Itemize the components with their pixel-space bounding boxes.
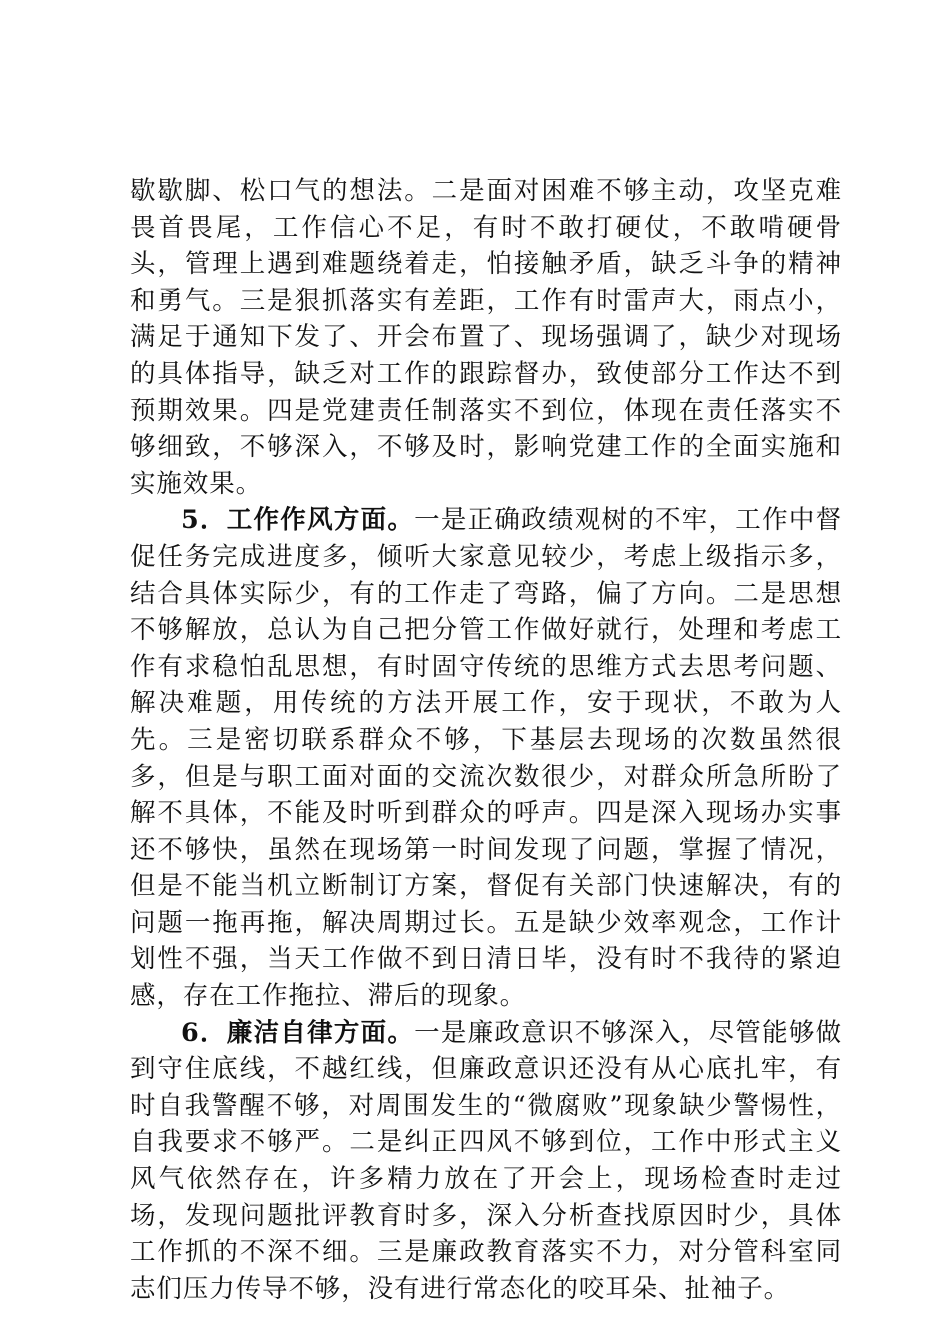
paragraph-text: 一是正确政绩观树的不牢，工作中督促任务完成进度多，倾听大家意见较少，考虑上级指示多，结合具体实际少，有的工作走了弯路，偏了方向。二是思想不够解放，总认为自己把分管工作做好就行，处理和考虑工作有求稳怕乱思想，有时固守传统的思维方式去思考问题、解决难题，用传统的方法开展工作，安于现状，不敢为人先。三是密切联系群众不够，下基层去现场的次数虽然很多，但是与职工面对面的交流次数很少，对群众所急所盼了解不具体，不能及时听到群众的呼声。四是深入现场办实事还不够快，虽然在现场第一时间发现了问题，掌握了情况，但是不能当机立断制订方案，督促有关部门快速解决，有的问题一拖再拖，解决周期过长。五是缺少效率观念，工作计划性不强，当天工作做不到日清日毕，没有时不我待的紧迫感，存在工作拖拉、滞后的现象。 [130, 505, 842, 1012]
section-heading-integrity: 6．廉洁自律方面。 [181, 1017, 415, 1048]
paragraph-integrity [130, 1015, 842, 1308]
paragraph-text: 歇歇脚、松口气的想法。二是面对困难不够主动，攻坚克难畏首畏尾，工作信心不足，有时不敢打硬仗，不敢啃硬骨头，管理上遇到难题绕着走，怕接触矛盾，缺乏斗争的精神和勇气。三是狠抓落实有差距，工作有时雷声大，雨点小，满足于通知下发了、开会布置了、现场强调了，缺少对现场的具体指导，缺乏对工作的跟踪督办，致使部分工作达不到预期效果。四是党建责任制落实不到位，体现在责任落实不够细致，不够深入，不够及时，影响党建工作的全面实施和实施效果。 [130, 176, 842, 499]
paragraph-text: 一是廉政意识不够深入，尽管能够做到守住底线，不越红线，但廉政意识还没有从心底扎牢，有时自我警醒不够，对周围发生的“微腐败”现象缺少警惕性，自我要求不够严。二是纠正四风不够到位，工作中形式主义风气依然存在，许多精力放在了开会上，现场检查时走过场，发现问题批评教育时多，深入分析查找原因时少，具体工作抓的不深不细。三是廉政教育落实不力，对分管科室同志们压力传导不够，没有进行常态化的咬耳朵、扯袖子。 [130, 1017, 842, 1304]
paragraph-continuation [130, 173, 842, 502]
document-page [130, 173, 842, 1307]
section-heading-work-style: 5．工作作风方面。 [181, 505, 415, 536]
paragraph-work-style [130, 502, 842, 1014]
